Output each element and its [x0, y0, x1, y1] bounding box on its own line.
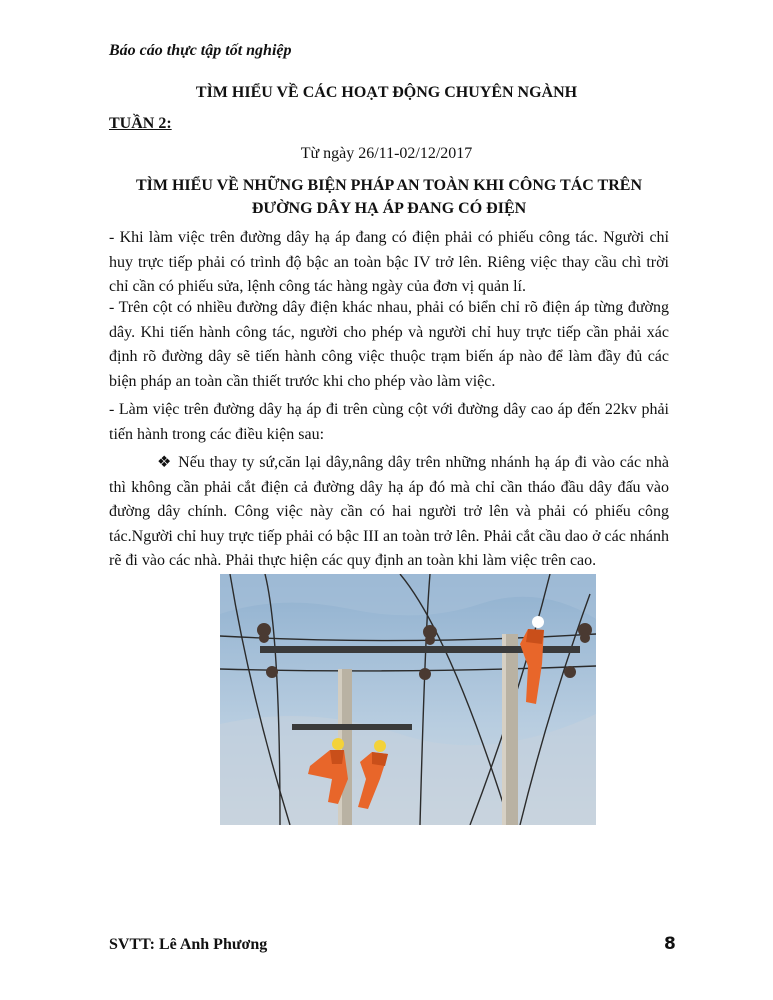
paragraph-3: - Làm việc trên đường dây hạ áp đi trên cùng cột với đường dây cao áp đến 22kv phải tiến hành trong các điều kiện sau: [109, 401, 669, 443]
subtitle [109, 174, 669, 220]
date-range: Từ ngày 26/11-02/12/2017 [300, 145, 473, 162]
paragraph-2: - Trên cột có nhiều đường dây điện khác nhau, phải có biển chỉ rõ điện áp từng đường dây. Khi tiến hành công tác, người cho phép và người chỉ huy trực tiếp cần phải xác định rõ đường dây sẽ tiến hành công việc thuộc trạm biến áp nào để làm đầy đủ các biện pháp an toàn cần thiết trước khi cho phép vào làm việc. [109, 299, 669, 390]
photo-illustration [220, 574, 596, 825]
week-label: TUẦN 2: [109, 115, 172, 132]
subtitle-line-2: ĐƯỜNG DÂY HẠ ÁP ĐANG CÓ ĐIỆN [251, 200, 527, 217]
paragraph-1: - Khi làm việc trên đường dây hạ áp đang có điện phải có phiếu công tác. Người chỉ huy trực tiếp phải có trình độ bậc an toàn bậc IV trở lên. Riêng việc thay cầu chì trời chỉ cần có phiếu sửa, lệnh công tác hàng ngày của đơn vị quản lí. [109, 229, 669, 295]
report-header: Báo cáo thực tập tốt nghiệp [109, 42, 292, 59]
subtitle-line-1: TÌM HIỂU VỀ NHỮNG BIỆN PHÁP AN TOÀN KHI CÔNG TÁC TRÊN [135, 177, 642, 194]
bullet-paragraph-text: Nếu thay ty sứ,căn lại dây,nâng dây trên những nhánh hạ áp đi vào các nhà thì không cần phải cắt điện cả đường dây hạ áp đó mà chỉ cần tháo đầu dây đấu vào đường dây chính. Công việc này cần có hai người trở lên và phải có phiếu công tác.Người chỉ huy trực tiếp phải có bậc III an toàn trở lên. Phải cắt cầu dao ở các nhánh rẽ đi vào các nhà. Phải thực hiện các quy định an toàn khi làm việc trên cao. [109, 454, 670, 569]
page-number: 8 [664, 934, 676, 954]
bullet-paragraph [109, 451, 669, 574]
footer-student: SVTT: Lê Anh Phương [109, 936, 268, 953]
section-title: TÌM HIỂU VỀ CÁC HOẠT ĐỘNG CHUYÊN NGÀNH [195, 84, 578, 101]
workers-on-pole-photo [220, 574, 596, 825]
diamond-bullet-icon: ❖ [157, 454, 173, 471]
